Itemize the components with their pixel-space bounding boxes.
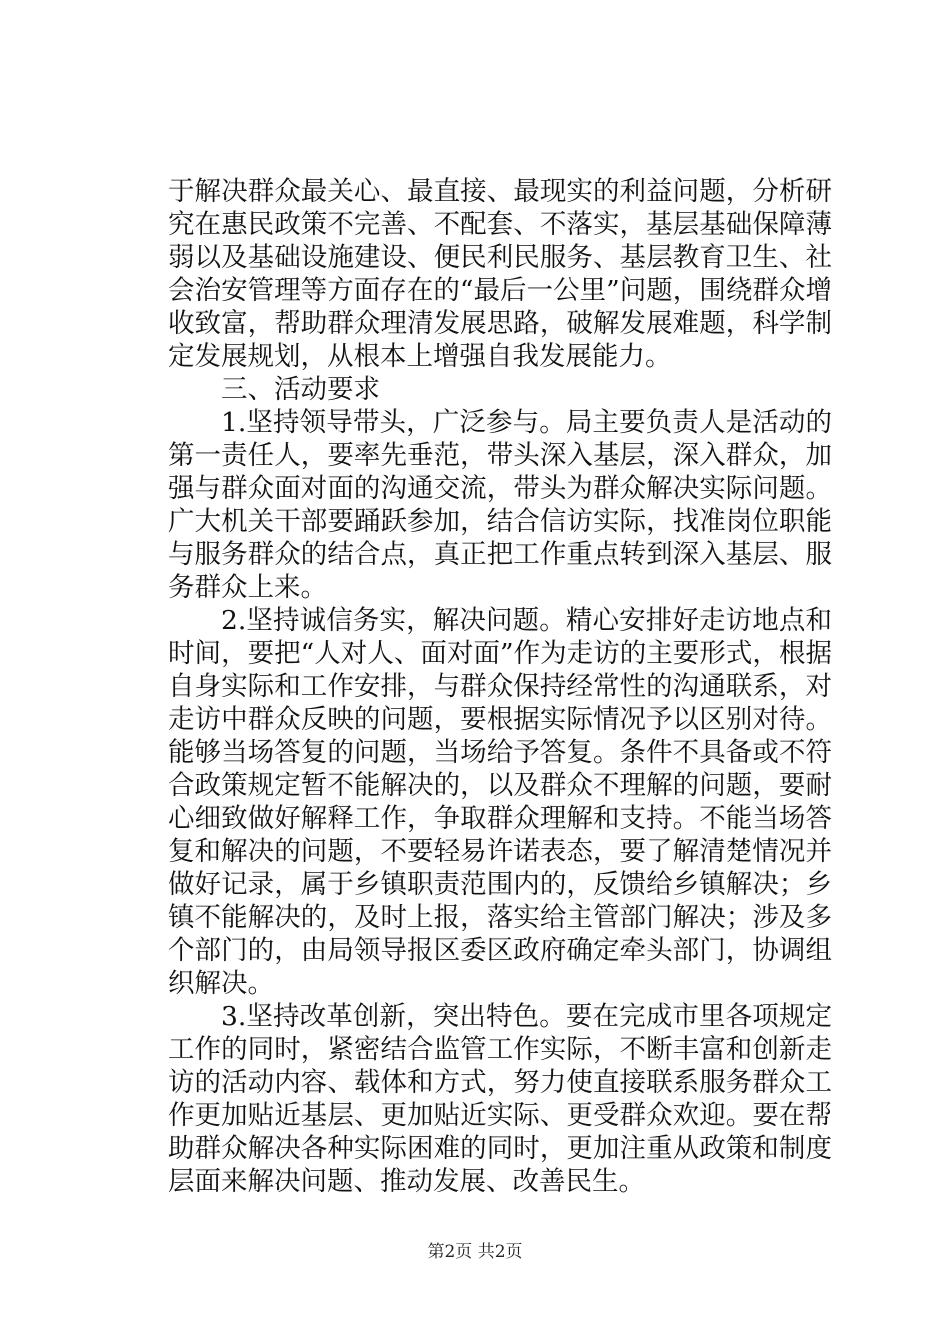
document-body <box>168 175 832 1198</box>
paragraph-continued-intro: 于解决群众最关心、最直接、最现实的利益问题，分析研究在惠民政策不完善、不配套、不落实，基层基础保障薄弱以及基础设施建设、便民利民服务、基层教育卫生、社会治安管理等方面存在的“最后一公里”问题，围绕群众增收致富，帮助群众理清发展思路，破解发展难题，科学制定发展规划，从根本上增强自我发展能力。 <box>168 176 832 372</box>
paragraph-requirement-1: 1.坚持领导带头，广泛参与。局主要负责人是活动的第一责任人，要率先垂范，带头深入基层，深入群众，加强与群众面对面的沟通交流，带头为群众解决实际问题。广大机关干部要踊跃参加，结合信访实际，找准岗位职能与服务群众的结合点，真正把工作重点转到深入基层、服务群众上来。 <box>168 407 832 603</box>
section-heading-activity-requirements: 三、活动要求 <box>221 374 380 405</box>
paragraph-requirement-3: 3.坚持改革创新，突出特色。要在完成市里各项规定工作的同时，紧密结合监管工作实际，不断丰富和创新走访的活动内容、载体和方式，努力使直接联系服务群众工作更加贴近基层、更加贴近实际、更受群众欢迎。要在帮助群众解决各种实际困难的同时，更加注重从政策和制度层面来解决问题、推动发展、改善民生。 <box>168 1001 832 1197</box>
paragraph-requirement-2: 2.坚持诚信务实，解决问题。精心安排好走访地点和时间，要把“人对人、面对面”作为走访的主要形式，根据自身实际和工作安排，与群众保持经常性的沟通联系，对走访中群众反映的问题，要根据实际情况予以区别对待。能够当场答复的问题，当场给予答复。条件不具备或不符合政策规定暂不能解决的，以及群众不理解的问题，要耐心细致做好解释工作，争取群众理解和支持。不能当场答复和解决的问题，不要轻易许诺表态，要了解清楚情况并做好记录，属于乡镇职责范围内的，反馈给乡镇解决；乡镇不能解决的，及时上报，落实给主管部门解决；涉及多个部门的，由局领导报区委区政府确定牵头部门，协调组织解决。 <box>168 605 832 999</box>
page-footer <box>0 1240 950 1264</box>
page-number-label: 第2页 共2页 <box>427 1242 523 1262</box>
